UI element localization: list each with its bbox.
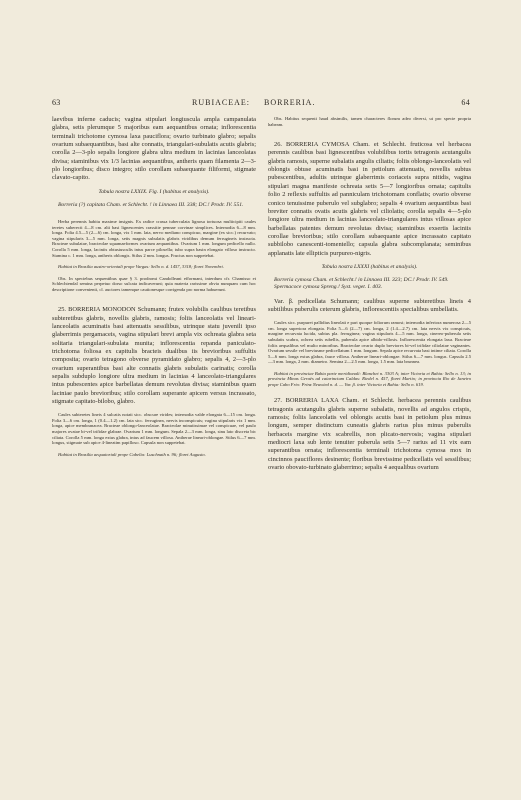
- right-column: [268, 116, 471, 782]
- species-25-habitat: Habitat in Brasilia aequatoriali prope Cabelia: Luschnath n. 96; floret Augusto.: [58, 451, 206, 457]
- synonym-citation: Borreria (?) capitata Cham. et Schlecht. ! in Linnaea III. 338; DC.! Prodr. IV. 551.: [58, 201, 244, 208]
- detailed-description: Herba perennis habitu maxime insignis. Ex radice crassa tuberculata lignosa tortuosa multicipiti caules teretes suberecti 4—8 cm. alti basi lignescentes crassitie pennae corvinae simplices. Internodia 6—8 mm. longa. Folia 4.5—5 (2—6) cm. longa, vix 1 mm. lata, nervo mediano conspicuo, margine (ex sicc.) recurvato; vagina stipularis 3—5 mm. longa, setis magnis subulatis glabris viridibus demum ferrugineis instructa. Bracteae subulatae, bracteolae squamaeformes ovarium aequantibus. Ovarium 1 mm. longum pedicello nullo. Corolla 5 mm. longa, laciniis obtusiusculis intus parce pilosella; tubo supra basin elongato villoso instructo. Stamina c. 1 mm. longa, antheris oblongis. Stilus 2 mm. longus. Fructus non suppetebat.: [52, 219, 256, 258]
- running-header: [52, 98, 470, 112]
- species-25-diagnosis: 25. BORRERIA MONODON Schumann; frutex volubilis caulibus teretibus subteretibus glabris, novellis glabris, ramosis; foliis lanceolatis vel lineari-lanceolatis acuminatis basi attenuatis sessilibus, utrinque statu juvenili ipso glaberrimis pergamaceis, vagina stipulari brevi ampla vix ochreata glabra seta solitaria triangulari-subulata munita; inflorescentia repanda paniculato-trichotoma foliosa ex capitulis bracteis dualibus iis brevioribus suffultis composita; ovario tetragono obverse pyramidato glabro; sepalis 4, 2—3-plo ovarium superantibus basi alte connatis glabris subulatis carinatis; corolla sepalis subduplo longiore ultra medium in lacinias 4 lanceolato-triangulares intus pubescentes apice barbellatas demum revolutas divisa; staminibus quam laciniae paulo brevioribus; stilo corollam superante apicem versus incrassato, stigmate capitato-bilobo, glabro.: [52, 306, 256, 406]
- species-26-habitat: Habitat in provinciae Bahia parte meridionali: Blanchet n. 3303 A; inter Victoria et Bahia: Sello n. 13; in provincia Minas Geraës ad catarinctum Caldas: Riedel n. 457, floret Martio; in provincia Rio de Janeiro prope Cabo Frio: Prinz Neuwied n. d. — Var. β. inter Victoria et Bahia: Sello n. 619.: [268, 370, 471, 387]
- running-title-right: BORRERIA.: [264, 98, 316, 107]
- running-title-left: RUBIACEAE:: [192, 98, 250, 107]
- left-column: [52, 116, 256, 782]
- habitat-note: Habitat in Brasilia austro-orientali prope Vargas: Sello n. d. 1457, 3318; floret Novembri.: [58, 264, 224, 270]
- species-24-description-continued: laevibus inferne caducis; vagina stipulari longiuscula ampla campanulata glabra, setis plerumque 5 majoribus eam aequantibus ornata; inflorescentia terminali trichotome cymosa laxa pauciflora; ovario turbinato glabro; sepalis ovarium subaequantibus, basi alte connatis, triangulari-subulatis acutis glabris; corolla 2—3-plo sepalis longiore glabra ultra medium in lacinias lanceolatas divisa; staminibus vix 1/3 lacinias aequantibus, antheris quam filamenta 2—3-plo longioribus; disco integro; stilo corollam subaequante filiformi, stigmate clavato-capito.: [52, 116, 256, 182]
- page-number-left: 63: [52, 98, 61, 107]
- species-25-description: Caules subteretes lineis 4 sulcatis notati sicc. obscure virides; internodia valde elongata 6—15 cm. longa. Folia 3—6 cm. longa, 1 (0.4—1.2) cm. lata sicc. ferruginea, nervis inconspicuis; vagina stipularis vix 1 mm. longa, apice membranacea. Bracteae oblongo-lanceolatae. Bracteolae minutissimae vel conspicuae, vel paulo majores ovatae bi-vel trifidae glabrae. Ovarium 1 mm. longum. Sepala 2—3 mm. longa, sinu lato discreta bic ciliata. Corolla 5 mm. longa extus glabra, intus ad faucem villosa. Antherae lineari-oblongae. Stilus 6—7 mm. longus, stigmate sub apice 4-lineatim papilloso. Capsula non suppetebat.: [52, 412, 256, 446]
- variety-description: Var. β. pedicellata Schumann; caulibus superne subteretibus lineis 4 subtilibus puberulis ceterum glabris, inflorescentiis specialibus umbellatis.: [268, 297, 471, 314]
- synonym-citation-26a: Borreria cymosa Cham. et Schlecht.! in Linnaea III. 323; DC.! Prodr. IV. 549.: [274, 277, 449, 284]
- species-26-diagnosis: 26. BORRERIA CYMOSA Cham. et Schlecht. fruticosa vel herbacea perennis caulibus basi lignescentibus volubilibus tortis tetragonis acutangulis glabris ramosis, superne subalatis angulis ciliatis; foliis oblongo-lanceolatis vel oblongis obtuse acuminatis basi in petiolum attenuatis, novellis subtus pubescentibus, adultis utrinque glaberrimis coriaceis supra nitidis, vagina stipulari magna manifeste ochreata setis 5—7 longioribus ornata; capitulis folio 2 reflexis suffultis ad panniculam trichotomam conflatis; ovario obverse conico tenuissime puberulo vel subglabro; sepalis 4 ovarium aequantibus basi breviter connatis ovatis acutis glabris vel ciliolatis; corolla sepalis 4—5-plo longiore ultra medium in lacinias lanceolato-triangulares intus villosas apice barbellatas patentes demum revolutas divisa; staminibus exsertis laciniis corollae brevioribus; stilo corollam subaequante apice incrassato capitato subbilobo canescenti-tomentello; capsula glabra subcomplanata; seminibus applanatis late ellipticis purpureo-nigris.: [268, 141, 471, 257]
- species-26-description: Caules sicc. purpurei pallidius lineolati e pari quoque foliorum ramosi; internodia inferiora numerosa 2—5 cm. longa superiora elongata. Folia 5—6 (2—7) cm. longa, 2 (1.4—2.7) cm. lata nervis vix conspicuis, margine recurvata lucida, subtus pla. ferruginea; vagina stipularis 4—5 mm. longa, cinereo-puberula setis subulatis scabra, ochrea setis rubellis, puberula apice albido-villosis. Inflorescentia elongata laxa. Bracteae foliis aequalibus vel multo minoribus. Bracteolae ovario duplo breviores bi-vel trifidae ciliolatae vaginantes. Ovarium sessile vel breviusme pedicellatum 1 mm. longum. Sepala apice recurvata basi intime ciliata. Corolla 5—6 mm. longa extus glabra, fauce villosa. Antherae lineari-oblongae. Stilus 6—7 mm. longus. Capsula 2.5—3 mm. longa, 2 mm. diametro. Semina 2—2.5 mm. longa, 1.5 mm. lata brunnea.: [268, 320, 471, 365]
- observation-note: Obs. In speciebus sequentibus quae § 3. prodromi Candolleani efformant, interdum cfr. Chamisso et Schlechtendal semina perpetuo dorso sulcata indicaverunt; quia materia rarissime obvia nunquam cum hoc descriptione convenienti, cl. auctores tamenque cautionesque corrigenda pro norma habuerunt.: [52, 275, 256, 292]
- observation-top: Obs. Habitus sequenti haud absimilis, tamen characteres florum adeo diversi, ut pro specie propria habeam.: [268, 116, 471, 127]
- species-27-diagnosis: 27. BORRERIA LAXA Cham. et Schlecht. herbacea perennis caulibus tetragonis acutangulis glabris superne subalatis, novellis ad angulos crispis, ramosis; foliis lanceolatis vel oblongis acutis basi in petiolum plus minus longum, semper distinctum cuneatis glabris rarius plus minus puberulis herbaceis margine vix scabrellis, non plicato-nervosis; vagina stipulari mediocri laxa sub lente tenuiter puberula setis 5—7 rarius ad 11 vix eam superantibus ornata; inflorescentia terminali trichotoma cymosa mox in cincinnos pauciflores desinente; floribus brevissime pedicellatis vel sessilibus; ovario obovato-turbinato glaberrimo; sepalis 4 aequalibus ovarium: [268, 397, 471, 472]
- synonym-citation-26b: Spermacoce cymosa Spreng.! Syst. veget. I. 403.: [274, 284, 383, 291]
- page-number-right: 64: [461, 98, 470, 107]
- plate-reference: Tabula nostra LXXIX. Fig. I (habitus et analysis).: [98, 188, 210, 195]
- plate-reference-26: Tabula nostra LXXXI (habitus et analysis).: [321, 263, 418, 270]
